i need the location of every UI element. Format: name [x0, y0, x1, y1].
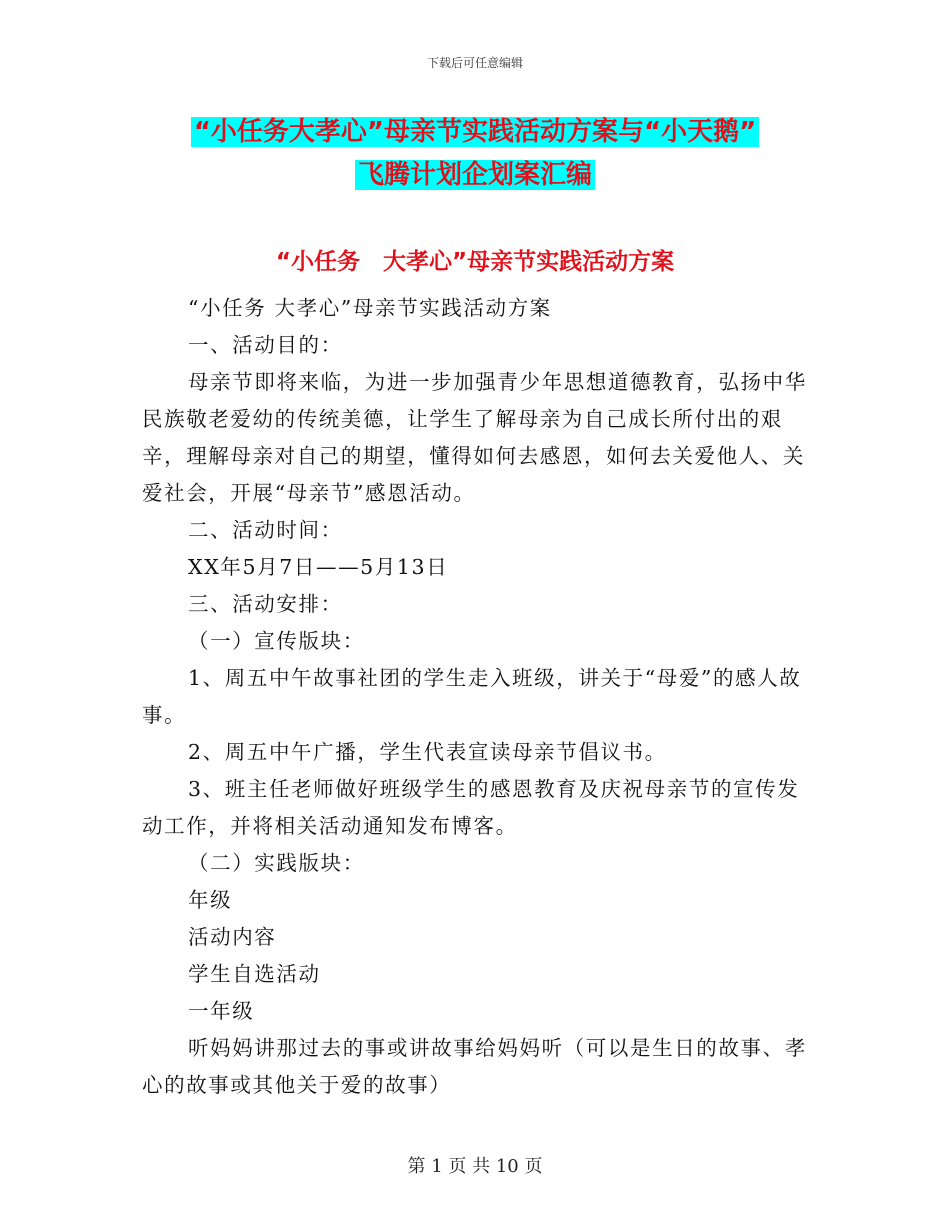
- paragraph: （二）实践版块：: [188, 851, 365, 875]
- paragraph: 母亲节即将来临，为进一步加强青少年思想道德教育，弘扬中华民族敬老爱幼的传统美德，让学生了解母亲为自己成长所付出的艰辛，理解母亲对自己的期望，懂得如何去感恩，如何去关爱他人、关爱社会，开展“母亲节”感恩活动。: [142, 370, 807, 505]
- paragraph: 2、周五中午广播，学生代表宣读母亲节倡议书。: [188, 740, 667, 764]
- document-body: [142, 290, 810, 1104]
- document-title-line-2: [0, 155, 950, 195]
- page-footer: 第 1 页 共 10 页: [407, 1156, 543, 1177]
- paragraph: 年级: [188, 888, 233, 912]
- paragraph: 三、活动安排：: [188, 592, 343, 616]
- paragraph: 一年级: [188, 999, 255, 1023]
- paragraph: “小任务 大孝心”母亲节实践活动方案: [188, 296, 552, 320]
- paragraph: 活动内容: [188, 925, 277, 949]
- paragraph: 听妈妈讲那过去的事或讲故事给妈妈听（可以是生日的故事、孝心的故事或其他关于爱的故事）: [142, 1036, 807, 1097]
- paragraph: 3、班主任老师做好班级学生的感恩教育及庆祝母亲节的宣传发动工作，并将相关活动通知发布博客。: [142, 777, 800, 838]
- paragraph: （一）宣传版块：: [188, 629, 365, 653]
- title-line-1-text: “小任务大孝心”母亲节实践活动方案与“小天鹅”: [191, 117, 759, 147]
- paragraph: 1、周五中午故事社团的学生走入班级，讲关于“母爱”的感人故事。: [142, 666, 802, 727]
- title-line-2-text: 飞腾计划企划案汇编: [355, 160, 595, 190]
- paragraph: 一、活动目的：: [188, 333, 343, 357]
- section-title: “小任务 大孝心”母亲节实践活动方案: [275, 249, 675, 275]
- document-title-line-1: [0, 112, 950, 152]
- header-note: 下载后可任意编辑: [426, 56, 523, 70]
- paragraph: 学生自选活动: [188, 962, 321, 986]
- paragraph: XX年5月7日——5月13日: [188, 555, 449, 579]
- paragraph: 二、活动时间：: [188, 518, 343, 542]
